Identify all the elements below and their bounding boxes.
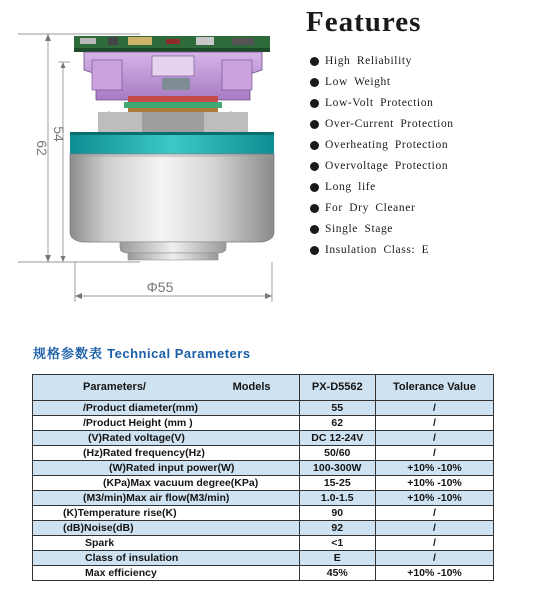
feature-item <box>310 72 454 93</box>
cell-tol: / <box>375 416 493 431</box>
feature-item <box>310 114 454 135</box>
feature-item <box>310 177 454 198</box>
params-row <box>33 476 494 491</box>
cell-tol: / <box>375 401 493 416</box>
bullet-icon <box>310 183 319 192</box>
cell-value: 45% <box>299 566 375 581</box>
header-tolerance: Tolerance Value <box>375 375 493 401</box>
params-row <box>33 491 494 506</box>
cell-value: 50/60 <box>299 446 375 461</box>
params-row <box>33 566 494 581</box>
cell-value: E <box>299 551 375 566</box>
cell-tol: / <box>375 551 493 566</box>
feature-label: Low Weight <box>325 76 391 88</box>
cell-value: 55 <box>299 401 375 416</box>
bullet-icon <box>310 162 319 171</box>
cell-value: DC 12-24V <box>299 431 375 446</box>
header-models-label: Models <box>232 381 271 393</box>
cell-value: 62 <box>299 416 375 431</box>
params-table <box>32 374 494 581</box>
cell-param: Class of insulation <box>33 551 300 566</box>
feature-label: Overvoltage Protection <box>325 160 449 172</box>
params-row <box>33 536 494 551</box>
feature-label: Over-Current Protection <box>325 118 454 130</box>
params-title-en: Technical Parameters <box>107 346 251 361</box>
params-body <box>33 401 494 581</box>
cell-tol: / <box>375 506 493 521</box>
cell-value: 15-25 <box>299 476 375 491</box>
params-row <box>33 446 494 461</box>
header-parameters-label: Parameters/ <box>83 381 146 393</box>
params-row <box>33 401 494 416</box>
bullet-icon <box>310 120 319 129</box>
bullet-icon <box>310 57 319 66</box>
cell-param: (K)Temperature rise(K) <box>33 506 300 521</box>
cell-tol: / <box>375 536 493 551</box>
cell-param: (V)Rated voltage(V) <box>33 431 300 446</box>
cell-value: <1 <box>299 536 375 551</box>
params-row <box>33 521 494 536</box>
cell-tol: / <box>375 446 493 461</box>
cell-param: Spark <box>33 536 300 551</box>
features-list <box>310 51 454 261</box>
params-row <box>33 416 494 431</box>
dim-height-outer: 62 <box>34 140 50 156</box>
features-title: Features <box>306 6 422 38</box>
feature-item <box>310 198 454 219</box>
cell-param: /Product diameter(mm) <box>33 401 300 416</box>
feature-item <box>310 51 454 72</box>
cell-param: (Hz)Rated frequency(Hz) <box>33 446 300 461</box>
motor-body <box>70 36 274 260</box>
feature-label: Low-Volt Protection <box>325 97 434 109</box>
cell-tol: +10% -10% <box>375 566 493 581</box>
bullet-icon <box>310 246 319 255</box>
cell-param: Max efficiency <box>33 566 300 581</box>
cell-tol: / <box>375 431 493 446</box>
feature-item <box>310 156 454 177</box>
feature-item <box>310 240 454 261</box>
cell-tol: +10% -10% <box>375 476 493 491</box>
params-title <box>33 343 251 362</box>
params-row <box>33 506 494 521</box>
feature-label: For Dry Cleaner <box>325 202 416 214</box>
bullet-icon <box>310 141 319 150</box>
cell-param: /Product Height (mm ) <box>33 416 300 431</box>
cell-value: 92 <box>299 521 375 536</box>
cell-tol: +10% -10% <box>375 461 493 476</box>
bullet-icon <box>310 99 319 108</box>
feature-item <box>310 219 454 240</box>
cell-value: 90 <box>299 506 375 521</box>
params-row <box>33 461 494 476</box>
cell-tol: / <box>375 521 493 536</box>
params-row <box>33 551 494 566</box>
motor-drawing <box>0 0 300 310</box>
header-parameters <box>33 375 300 401</box>
params-title-cn: 规格参数表 <box>33 346 104 361</box>
cell-value: 100-300W <box>299 461 375 476</box>
feature-label: Overheating Protection <box>325 139 449 151</box>
feature-label: High Reliability <box>325 55 413 67</box>
cell-value: 1.0-1.5 <box>299 491 375 506</box>
feature-item <box>310 135 454 156</box>
bullet-icon <box>310 225 319 234</box>
params-header-row <box>33 375 494 401</box>
bullet-icon <box>310 78 319 87</box>
feature-label: Single Stage <box>325 223 394 235</box>
cell-param: (KPa)Max vacuum degree(KPa) <box>33 476 300 491</box>
feature-label: Long life <box>325 181 376 193</box>
dim-height-inner: 54 <box>51 126 67 142</box>
feature-label: Insulation Class: E <box>325 244 430 256</box>
cell-param: (M3/min)Max air flow(M3/min) <box>33 491 300 506</box>
dim-diameter: Φ55 <box>146 279 174 295</box>
cell-param: (W)Rated input power(W) <box>33 461 300 476</box>
header-model: PX-D5562 <box>299 375 375 401</box>
bullet-icon <box>310 204 319 213</box>
cell-tol: +10% -10% <box>375 491 493 506</box>
params-row <box>33 431 494 446</box>
feature-item <box>310 93 454 114</box>
cell-param: (dB)Noise(dB) <box>33 521 300 536</box>
